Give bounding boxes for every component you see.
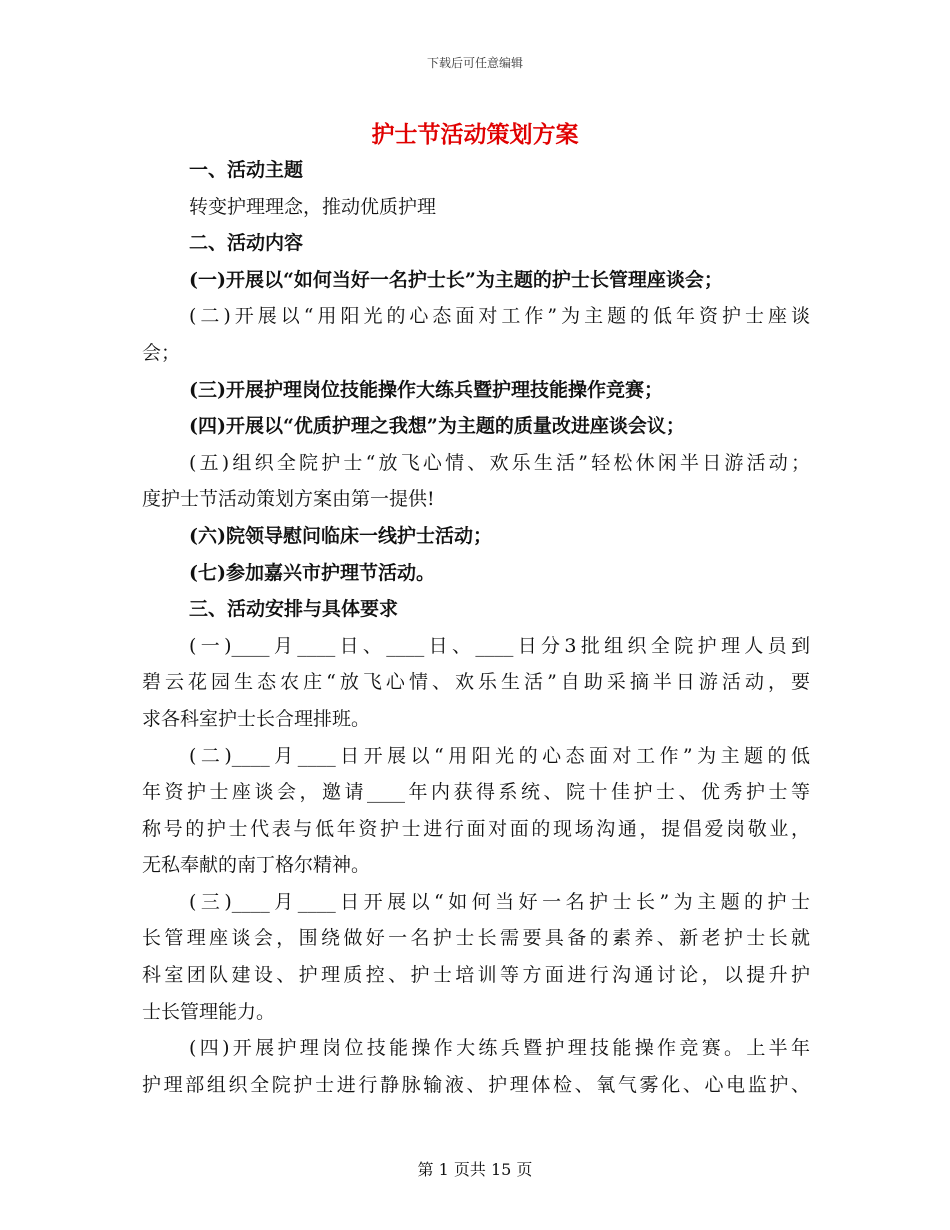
list-item-1: (一)开展以“如何当好一名护士长”为主题的护士长管理座谈会； [189,268,723,291]
paragraph-line: 转变护理理念，推动优质护理 [189,195,437,218]
list-item-6: (六)院领导慰问临床一线护士活动； [189,524,492,547]
list-item-5: (五)组织全院护士“放飞心情、欢乐生活”轻松休闲半日游活动； [189,451,810,474]
section-heading-1: 一、活动主题 [189,159,304,181]
paragraph-line: 长管理座谈会，围绕做好一名护士长需要具备的素养、新老护士长就 [142,927,810,950]
paragraph-line: (一)____月____日、____日、____日分3批组织全院护理人员到 [189,634,810,657]
paragraph-line: (二)____月____日开展以“用阳光的心态面对工作”为主题的低 [189,744,810,767]
paragraph-line: (四)开展护理岗位技能操作大练兵暨护理技能操作竞赛。上半年 [189,1037,810,1060]
list-item-2-cont: 会； [142,341,181,364]
list-item-2: (二)开展以“用阳光的心态面对工作”为主题的低年资护士座谈 [189,305,810,328]
list-item-7: (七)参加嘉兴市护理节活动。 [189,561,435,584]
paragraph-line: 士长管理能力。 [142,1000,276,1023]
paragraph-line: 碧云花园生态农庄“放飞心情、欢乐生活”自助采摘半日游活动，要 [142,671,810,694]
header-note: 下载后可任意编辑 [426,56,523,70]
paragraph-line: (三)____月____日开展以“如何当好一名护士长”为主题的护士 [189,890,810,913]
paragraph-line: 称号的护士代表与低年资护士进行面对面的现场沟通，提倡爱岗敬业， [142,817,810,840]
paragraph-line: 求各科室护士长合理排班。 [142,707,371,730]
document-title: 护士节活动策划方案 [371,121,579,148]
list-item-4: (四)开展以“优质护理之我想”为主题的质量改进座谈会议； [189,415,685,438]
section-heading-3: 三、活动安排与具体要求 [189,598,399,621]
document-body [142,152,810,1103]
list-item-5-cont: 度护士节活动策划方案由第一提供! [142,488,435,511]
paragraph-line: 年资护士座谈会，邀请____年内获得系统、院十佳护士、优秀护士等 [142,781,810,804]
page-number: 第 1 页共 15 页 [417,1160,533,1179]
list-item-3: (三)开展护理岗位技能操作大练兵暨护理技能操作竞赛； [189,378,663,401]
paragraph-line: 护理部组织全院护士进行静脉输液、护理体检、氧气雾化、心电监护、 [142,1073,810,1096]
paragraph-line: 无私奉献的南丁格尔精神。 [142,854,371,877]
paragraph-line: 科室团队建设、护理质控、护士培训等方面进行沟通讨论，以提升护 [142,964,810,987]
section-heading-2: 二、活动内容 [189,232,304,255]
